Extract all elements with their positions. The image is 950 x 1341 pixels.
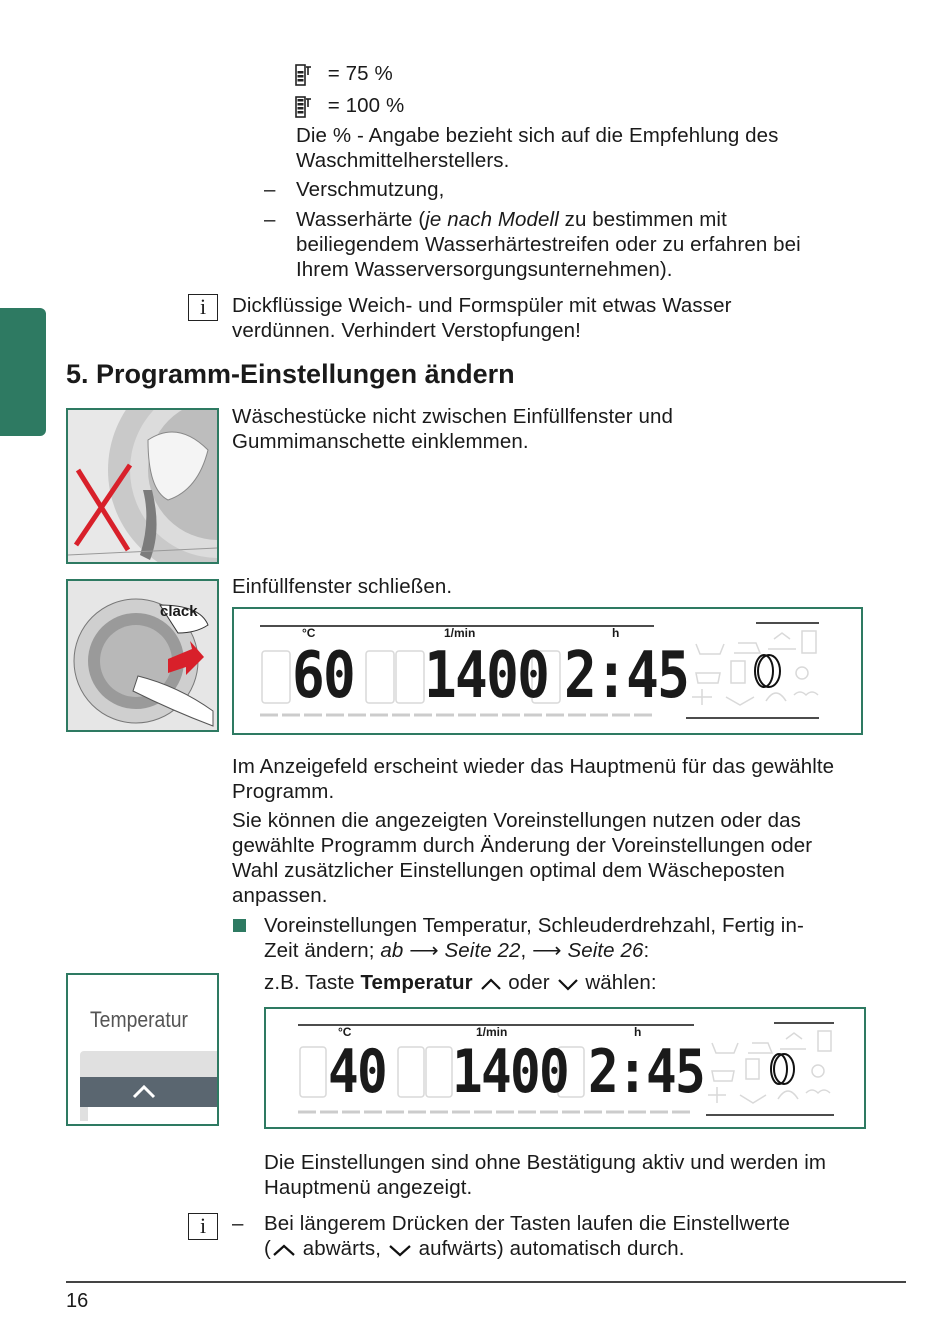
text-line bbox=[264, 938, 804, 963]
dosage-100-text: = 100 % bbox=[327, 94, 405, 117]
text-emphasis: je nach Modell bbox=[425, 208, 559, 231]
text-line bbox=[264, 970, 804, 995]
dosage-line-75 bbox=[294, 61, 393, 87]
text-fragment: , bbox=[520, 939, 533, 962]
dosage-note-line: Waschmittelherstellers. bbox=[296, 149, 510, 172]
text-line: Hauptmenü angezeigt. bbox=[264, 1176, 473, 1199]
chevron-up-icon bbox=[271, 1242, 297, 1258]
text-bold: Temperatur bbox=[360, 971, 473, 994]
text-emphasis: ab bbox=[380, 939, 404, 962]
gasket-warning-image bbox=[68, 410, 217, 562]
text-line: Bei längerem Drücken der Tasten laufen die Einstellwerte bbox=[264, 1212, 790, 1235]
display-panel-2 bbox=[264, 1007, 866, 1129]
text-line: Ihrem Wasserversorgungsunternehmen). bbox=[296, 258, 673, 281]
step-gasket-text bbox=[232, 404, 673, 454]
text-line: Dickflüssige Weich- und Formspüler mit etwas Wasser bbox=[232, 294, 732, 317]
chevron-up-icon bbox=[479, 976, 503, 992]
dosage-75-icon bbox=[294, 63, 316, 87]
section-title: 5. Programm-Einstellungen ändern bbox=[66, 359, 515, 389]
text-fragment: Zeit ändern; bbox=[264, 939, 381, 962]
unit-spin: 1/min bbox=[476, 1025, 508, 1039]
clack-label: clack bbox=[160, 603, 198, 620]
dosage-line-100 bbox=[294, 93, 404, 119]
text-fragment: zu bestimmen mit bbox=[558, 208, 727, 231]
text-line: Im Anzeigefeld erscheint wieder das Hauptmenü für das gewählte bbox=[232, 755, 835, 778]
text-fragment: : bbox=[643, 939, 650, 962]
illustration-door-gasket bbox=[66, 408, 219, 564]
footer-rule bbox=[66, 1281, 906, 1283]
chevron-down-icon bbox=[556, 976, 580, 992]
text-line: Voreinstellungen Temperatur, Schleuderdrehzahl, Fertig in- bbox=[264, 914, 804, 937]
text-line: gewählte Programm durch Änderung der Voreinstellungen oder bbox=[232, 834, 813, 857]
text-line: Gummimanschette einklemmen. bbox=[232, 430, 529, 453]
text-line: Wäschestücke nicht zwischen Einfüllfenster und bbox=[232, 405, 674, 428]
unit-time: h bbox=[634, 1025, 642, 1039]
text-fragment: ( bbox=[264, 1237, 271, 1260]
chevron-up-icon bbox=[80, 1077, 219, 1107]
text-line bbox=[264, 1236, 790, 1261]
text-line: anpassen. bbox=[232, 884, 328, 907]
text-fragment: wählen: bbox=[585, 971, 657, 994]
text-line: beiliegendem Wasserhärtestreifen oder zu erfahren bei bbox=[296, 233, 801, 256]
display-temperature: 60 bbox=[292, 639, 355, 713]
text-line: verdünnen. Verhindert Verstopfungen! bbox=[232, 319, 581, 342]
display-temperature: 40 bbox=[328, 1037, 387, 1107]
list-dash: – bbox=[232, 1212, 244, 1235]
text-line: Wahl zusätzlicher Einstellungen optimal dem Wäscheposten bbox=[232, 859, 785, 882]
list-dash: – bbox=[264, 208, 276, 231]
temperature-up-button[interactable] bbox=[80, 1077, 219, 1107]
temperature-button-illustration bbox=[66, 973, 219, 1126]
info-softener bbox=[232, 293, 732, 343]
para-presets bbox=[232, 808, 812, 908]
display-time: 2:45 bbox=[564, 639, 689, 713]
arrow-icon: ⟶ bbox=[409, 939, 439, 962]
display-spin: 1400 bbox=[452, 1037, 569, 1107]
display-panel-1 bbox=[232, 607, 863, 735]
button-lower-strip bbox=[88, 1107, 219, 1121]
list-item-water-hardness bbox=[296, 207, 801, 282]
info-icon: i bbox=[188, 1213, 218, 1240]
bullet-presets bbox=[264, 913, 804, 995]
chapter-tab bbox=[0, 308, 46, 436]
page-reference-link[interactable]: Seite 22 bbox=[444, 939, 521, 962]
arrow-icon: ⟶ bbox=[532, 939, 562, 962]
dosage-note bbox=[296, 123, 779, 173]
text-fragment: oder bbox=[508, 971, 550, 994]
text-fragment: Wasserhärte ( bbox=[296, 208, 426, 231]
bullet-square bbox=[233, 919, 246, 932]
para-confirm bbox=[264, 1150, 826, 1200]
unit-spin: 1/min bbox=[444, 626, 476, 640]
list-dash: – bbox=[264, 178, 276, 201]
page-reference-link[interactable]: Seite 26 bbox=[567, 939, 644, 962]
step-close-door-text: Einfüllfenster schließen. bbox=[232, 575, 453, 598]
display-spin: 1400 bbox=[424, 639, 549, 713]
info-icon: i bbox=[188, 294, 218, 321]
chevron-down-icon bbox=[387, 1242, 413, 1258]
display-time: 2:45 bbox=[588, 1037, 705, 1107]
unit-temperature: °C bbox=[338, 1025, 352, 1039]
para-main-menu bbox=[232, 754, 834, 804]
illustration-close-door bbox=[66, 579, 219, 732]
page-number: 16 bbox=[66, 1290, 89, 1312]
dosage-100-icon bbox=[294, 95, 316, 119]
text-fragment: aufwärts) automatisch durch. bbox=[418, 1237, 685, 1260]
text-fragment: z.B. Taste bbox=[264, 971, 361, 994]
text-line: Programm. bbox=[232, 780, 335, 803]
text-line: Sie können die angezeigten Voreinstellungen nutzen oder das bbox=[232, 809, 801, 832]
button-label: Temperatur bbox=[90, 1007, 188, 1032]
dosage-note-line: Die % - Angabe bezieht sich auf die Empfehlung des bbox=[296, 124, 779, 147]
info-auto-scroll bbox=[264, 1211, 790, 1261]
text-line: Die Einstellungen sind ohne Bestätigung aktiv und werden im bbox=[264, 1151, 827, 1174]
text-fragment: abwärts, bbox=[302, 1237, 382, 1260]
button-housing bbox=[80, 1051, 219, 1121]
unit-time: h bbox=[612, 626, 620, 640]
unit-temperature: °C bbox=[302, 626, 316, 640]
list-item-soiling: Verschmutzung, bbox=[296, 178, 445, 201]
dosage-75-text: = 75 % bbox=[327, 62, 393, 85]
